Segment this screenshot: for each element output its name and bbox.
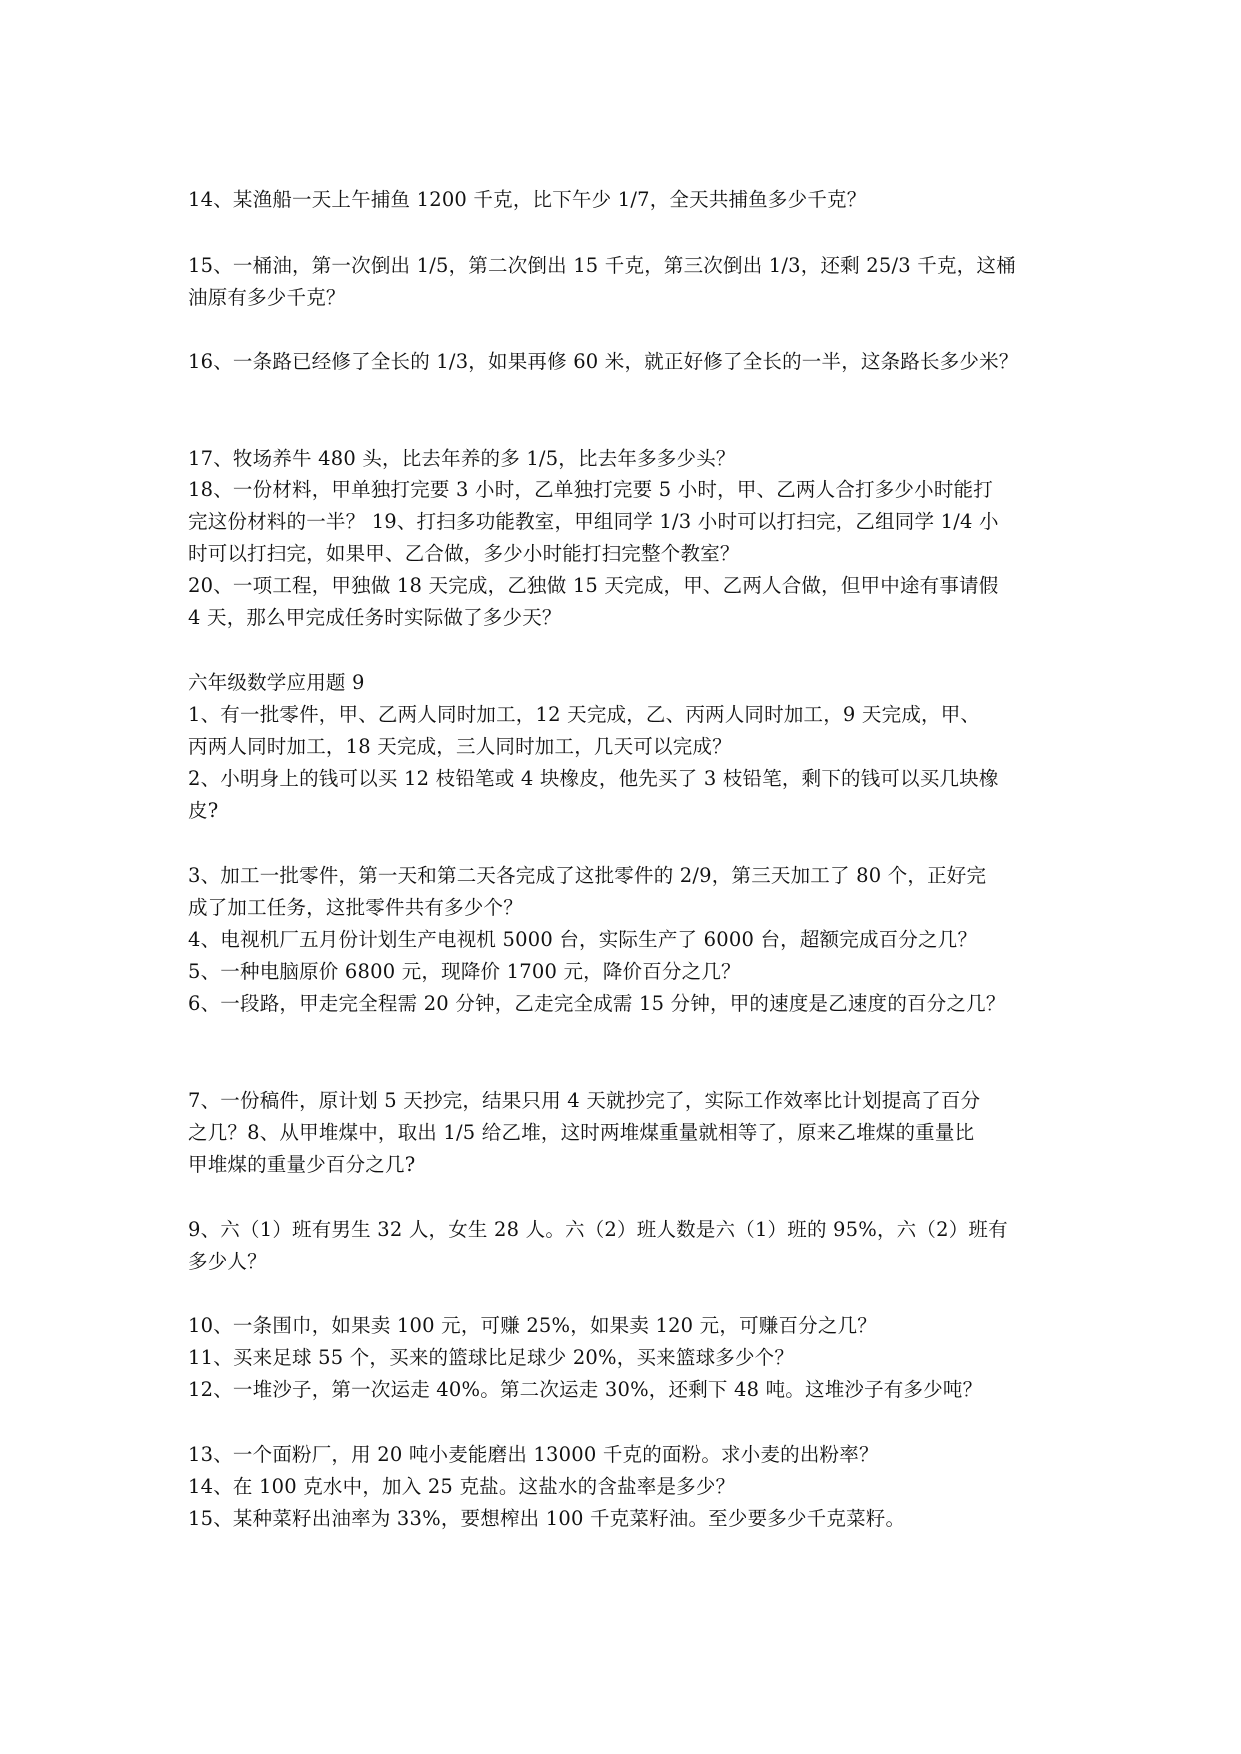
problem-5-line-1: 5、一种电脑原价 6800 元，现降价 1700 元，降价百分之几？ — [188, 960, 741, 983]
problem-20-line-2: 4 天，那么甲完成任务时实际做了多少天？ — [188, 606, 562, 629]
problem-1-line-2: 丙两人同时加工，18 天完成，三人同时加工，几天可以完成？ — [188, 735, 732, 758]
problem-9-line-1: 9、六（1）班有男生 32 人，女生 28 人。六（2）班人数是六（1）班的 95%，六（2）班有 — [188, 1218, 1008, 1241]
problem-9-line-2: 多少人？ — [188, 1250, 267, 1273]
problem-11-line-1: 11、买来足球 55 个，买来的篮球比足球少 20%，买来篮球多少个？ — [188, 1346, 795, 1369]
problem-7-line-1: 7、一份稿件，原计划 5 天抄完，结果只用 4 天就抄完了，实际工作效率比计划提高了百分 — [188, 1089, 981, 1112]
problem-2-line-2: 皮? — [188, 799, 219, 822]
section-heading: 六年级数学应用题 9 — [188, 671, 365, 694]
problem-17-line-1: 17、牧场养牛 480 头，比去年养的多 1/5，比去年多多少头？ — [188, 447, 736, 470]
problem-14b-line-1: 14、在 100 克水中，加入 25 克盐。这盐水的含盐率是多少？ — [188, 1475, 736, 1498]
problem-10-line-1: 10、一条围巾，如果卖 100 元，可赚 25%，如果卖 120 元，可赚百分之几？ — [188, 1314, 877, 1337]
problem-1-line-1: 1、有一批零件，甲、乙两人同时加工，12 天完成，乙、丙两人同时加工，9 天完成，甲、 — [188, 703, 981, 726]
problem-14-line-1: 14、某渔船一天上午捕鱼 1200 千克，比下午少 1/7，全天共捕鱼多少千克？ — [188, 188, 867, 211]
problem-3-line-2: 成了加工任务，这批零件共有多少个？ — [188, 896, 523, 919]
problem-12-line-1: 12、一堆沙子，第一次运走 40%。第二次运走 30%，还剩下 48 吨。这堆沙子有多少吨？ — [188, 1378, 983, 1401]
problem-8-line-2: 甲堆煤的重量少百分之几? — [188, 1153, 416, 1176]
problem-16-line-1: 16、一条路已经修了全长的 1/3，如果再修 60 米，就正好修了全长的一半，这条路长多少米？ — [188, 350, 1019, 373]
problem-3-line-1: 3、加工一批零件，第一天和第二天各完成了这批零件的 2/9，第三天加工了 80 个，正好完 — [188, 864, 987, 887]
problem-15b-line-1: 15、某种菜籽出油率为 33%，要想榨出 100 千克菜籽油。至少要多少千克菜籽。 — [188, 1507, 906, 1530]
problem-19-line-2: 时可以打扫完，如果甲、乙合做，多少小时能打扫完整个教室？ — [188, 542, 740, 565]
problem-7-8-line-2: 之几？8、从甲堆煤中，取出 1/5 给乙堆，这时两堆煤重量就相等了，原来乙堆煤的重量比 — [188, 1121, 975, 1144]
problem-20-line-1: 20、一项工程，甲独做 18 天完成，乙独做 15 天完成，甲、乙两人合做，但甲中途有事请假 — [188, 574, 999, 597]
problem-13-line-1: 13、一个面粉厂，用 20 吨小麦能磨出 13000 千克的面粉。求小麦的出粉率？ — [188, 1443, 879, 1466]
problem-15-line-2: 油原有多少千克？ — [188, 286, 346, 309]
problem-4-line-1: 4、电视机厂五月份计划生产电视机 5000 台，实际生产了 6000 台，超额完成百分之几？ — [188, 928, 978, 951]
problem-18-line-1: 18、一份材料，甲单独打完要 3 小时，乙单独打完要 5 小时，甲、乙两人合打多少小时能打 — [188, 478, 993, 501]
problem-18-19-line-2: 完这份材料的一半？ 19、打扫多功能教室，甲组同学 1/3 小时可以打扫完，乙组同学 1/4 小 — [188, 510, 999, 533]
problem-2-line-1: 2、小明身上的钱可以买 12 枝铅笔或 4 块橡皮，他先买了 3 枝铅笔，剩下的钱可以买几块橡 — [188, 767, 999, 790]
problem-6-line-1: 6、一段路，甲走完全程需 20 分钟，乙走完全成需 15 分钟，甲的速度是乙速度的百分之几？ — [188, 992, 1006, 1015]
problem-15-line-1: 15、一桶油，第一次倒出 1/5，第二次倒出 15 千克，第三次倒出 1/3，还剩 25/3 千克，这桶 — [188, 254, 1016, 277]
